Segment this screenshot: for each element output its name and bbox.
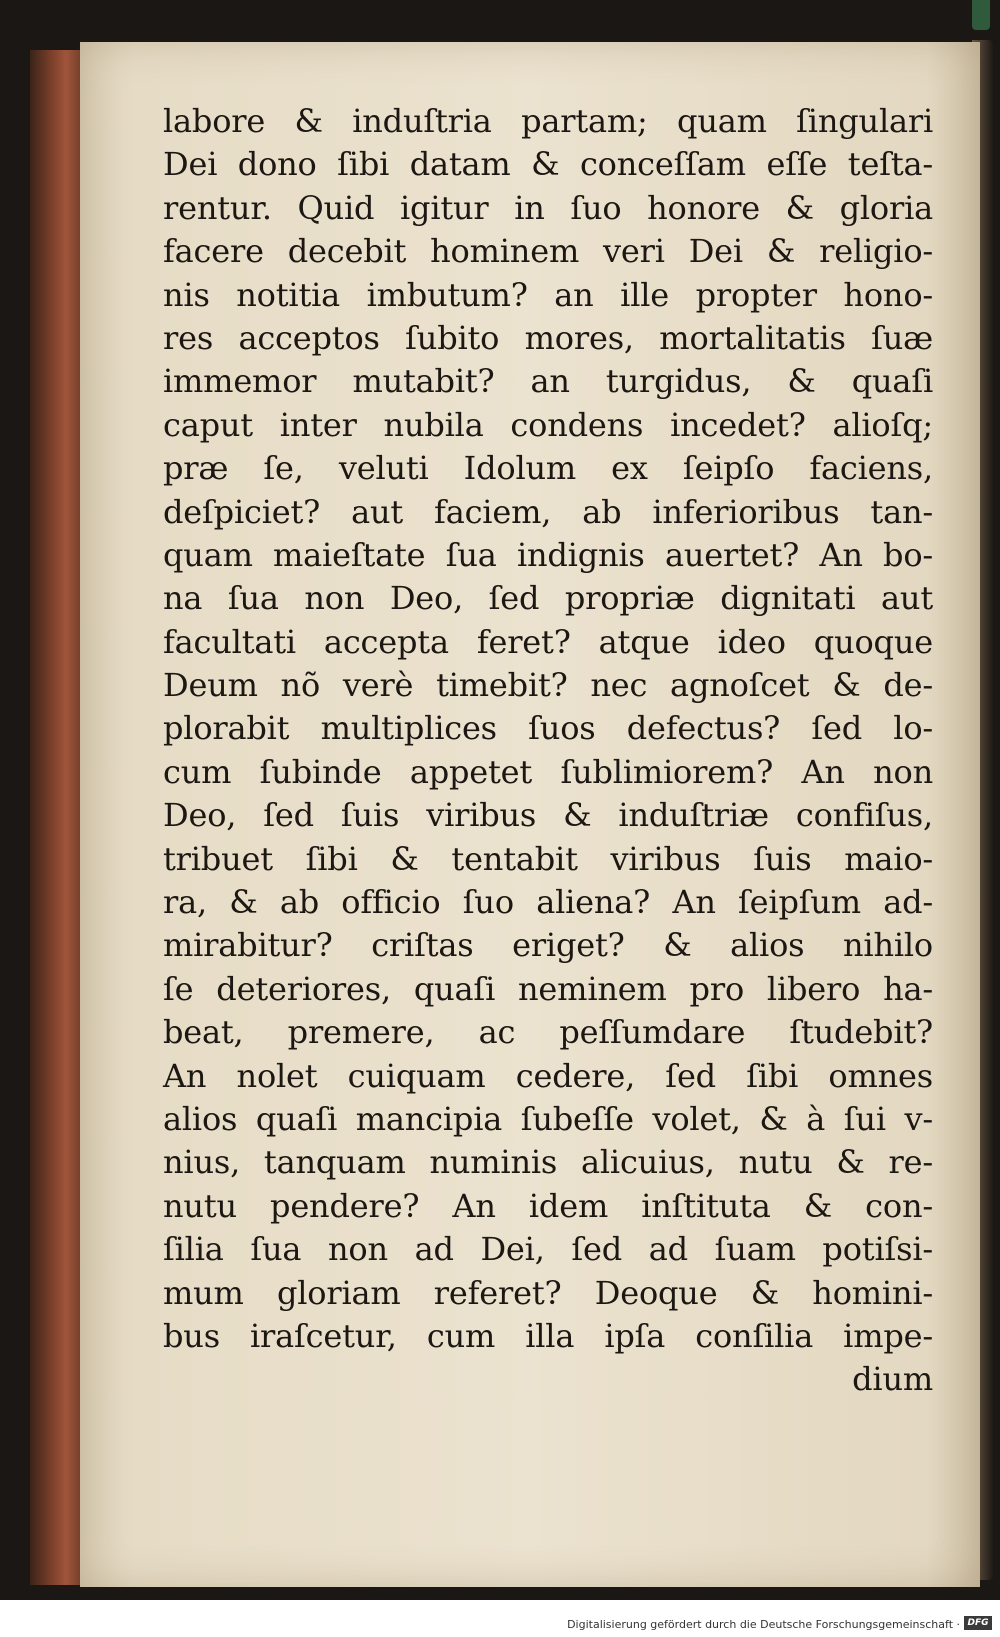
text-line: immemor mutabit? an turgidus, & quaſi — [163, 362, 933, 401]
text-line: na ſua non Deo, ſed propriæ dignitati aut — [163, 579, 933, 618]
text-line: facere decebit hominem veri Dei & religio- — [163, 232, 933, 271]
dfg-logo: DFG — [964, 1616, 992, 1630]
text-line: labore & induſtria partam; quam ſingulari — [163, 102, 933, 140]
text-line: ſilia ſua non ad Dei, ſed ad ſuam potiſsi- — [163, 1230, 933, 1269]
text-line: præ ſe, veluti Idolum ex ſeipſo faciens, — [163, 449, 933, 488]
text-line: ra, & ab officio ſuo aliena? An ſeipſum ad- — [163, 883, 933, 922]
text-line: rentur. Quid igitur in ſuo honore & gloria — [163, 188, 933, 227]
text-line: quam maieſtate ſua indignis auertet? An bo- — [163, 535, 933, 574]
text-line: Dei dono ſibi datam & conceſſam eſſe teſta- — [163, 145, 933, 184]
text-line: plorabit multiplices ſuos defectus? ſed lo- — [163, 709, 933, 748]
text-line: Deo, ſed ſuis viribus & induſtriæ confiſus, — [163, 796, 933, 835]
text-line: caput inter nubila condens incedet? alioſq; — [163, 405, 933, 444]
text-line: mirabitur? criſtas eriget? & alios nihilo — [163, 926, 933, 965]
footer-credit: Digitalisierung gefördert durch die Deutsche Forschungsgemeinschaft · — [567, 1618, 960, 1631]
page-text-block — [163, 100, 933, 1402]
text-line: nis notitia imbutum? an ille propter hono- — [163, 275, 933, 314]
text-line: alios quaſi mancipia ſubeſſe volet, & à ſui v- — [163, 1099, 933, 1138]
text-line: nius, tanquam numinis alicuius, nutu & re- — [163, 1143, 933, 1182]
text-line: tribuet ſibi & tentabit viribus ſuis maio- — [163, 839, 933, 878]
text-line: bus iraſcetur, cum illa ipſa conſilia impe- — [163, 1316, 933, 1355]
text-line: res acceptos ſubito mores, mortalitatis ſuæ — [163, 318, 933, 357]
footer-bar — [0, 1600, 1000, 1637]
text-line: beat, premere, ac peſſumdare ſtudebit? — [163, 1013, 933, 1052]
text-line: cum ſubinde appetet ſublimiorem? An non — [163, 752, 933, 791]
bookmark-ribbon — [972, 0, 990, 30]
text-line: Deum nõ verè timebit? nec agnoſcet & de- — [163, 666, 933, 705]
text-line: nutu pendere? An idem inſtituta & con- — [163, 1186, 933, 1225]
text-line: deſpiciet? aut faciem, ab inferioribus tan- — [163, 492, 933, 531]
text-line: mum gloriam referet? Deoque & homini- — [163, 1273, 933, 1312]
text-line: ſe deteriores, quaſi neminem pro libero ha- — [163, 969, 933, 1008]
text-line: An nolet cuiquam cedere, ſed ſibi omnes — [163, 1056, 933, 1095]
catchword: dium — [852, 1360, 933, 1399]
text-line: facultati accepta feret? atque ideo quoque — [163, 622, 933, 661]
